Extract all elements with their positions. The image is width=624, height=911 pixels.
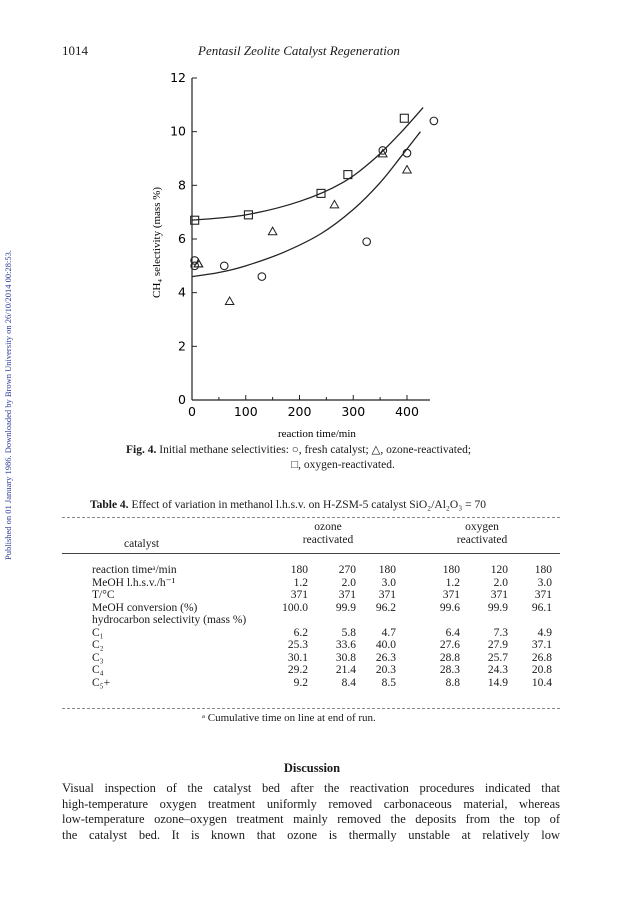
table-cell: 2.0 bbox=[493, 576, 508, 589]
table-cell: 371 bbox=[490, 589, 508, 601]
table-cell: 7.3 bbox=[493, 626, 508, 639]
running-title: Pentasil Zeolite Catalyst Regeneration bbox=[198, 43, 400, 58]
table-cell: 2.0 bbox=[341, 576, 356, 589]
table-row bbox=[62, 677, 560, 690]
x-tick-label: 0 bbox=[188, 404, 196, 419]
row-label: T/°C bbox=[92, 589, 115, 601]
triangle-marker bbox=[403, 165, 412, 173]
table-row bbox=[62, 564, 560, 577]
page-number: 1014 bbox=[62, 43, 88, 58]
row-label: C₁ bbox=[92, 626, 104, 639]
row-label: hydrocarbon selectivity (mass %) bbox=[92, 614, 247, 626]
table-cell: 25.7 bbox=[487, 651, 508, 664]
row-label: C₄ bbox=[92, 664, 104, 676]
table-cell: 14.9 bbox=[487, 676, 508, 689]
y-tick-label: 6 bbox=[178, 231, 186, 246]
data-table bbox=[62, 520, 560, 689]
table-cell: 3.0 bbox=[537, 576, 552, 589]
table-cell: 96.2 bbox=[375, 601, 396, 614]
table-cell: 180 bbox=[378, 564, 396, 576]
table-row bbox=[62, 614, 560, 627]
table-cell: 180 bbox=[290, 564, 308, 576]
table-row bbox=[62, 589, 560, 602]
table-cell: 27.6 bbox=[439, 639, 460, 651]
row-label: C₅+ bbox=[92, 676, 111, 689]
table-cell bbox=[404, 614, 460, 627]
table-cell: 27.9 bbox=[487, 639, 508, 651]
row-label: MeOH conversion (%) bbox=[92, 601, 198, 614]
table-cell: 28.3 bbox=[439, 664, 460, 676]
chart-markers bbox=[191, 114, 438, 304]
group-oxygen-header: oxygen bbox=[465, 520, 499, 533]
table-cell: 99.9 bbox=[335, 601, 356, 614]
table-row bbox=[62, 627, 560, 640]
table-cell bbox=[356, 614, 404, 627]
table-cell: 96.1 bbox=[531, 601, 552, 614]
table-cell: 99.6 bbox=[439, 601, 460, 614]
group-oxygen-header-line2: reactivated bbox=[456, 534, 508, 546]
group-ozone-header-line2: reactivated bbox=[302, 534, 354, 546]
table-cell: 9.2 bbox=[293, 676, 308, 689]
triangle-marker bbox=[268, 227, 277, 235]
x-axis-label: reaction time/min bbox=[278, 428, 356, 440]
row-label: MeOH l.h.s.v./h⁻¹ bbox=[92, 576, 176, 589]
table-bottom-rule bbox=[62, 708, 560, 709]
table-cell: 270 bbox=[338, 564, 356, 576]
table-cell: 24.3 bbox=[487, 664, 508, 676]
table-cell: 371 bbox=[338, 589, 356, 601]
body-line: high-temperature oxygen treatment uniformly removed carbonaceous material, whereas bbox=[62, 796, 560, 811]
figure-caption-line1: Initial methane selectivities: ○, fresh catalyst; △, ozone-reactivated; bbox=[159, 444, 472, 456]
table-cell bbox=[308, 614, 356, 627]
table-cell: 99.9 bbox=[487, 601, 508, 614]
circle-marker bbox=[220, 262, 228, 270]
body-line: Visual inspection of the catalyst bed after the reactivation procedures indicated that bbox=[62, 781, 560, 795]
chart-ticks bbox=[170, 70, 419, 419]
table-footnote: ᵃ Cumulative time on line at end of run. bbox=[202, 712, 376, 724]
y-tick-label: 8 bbox=[178, 177, 186, 193]
table-cell bbox=[460, 614, 508, 627]
table-row bbox=[62, 602, 560, 615]
table-cell: 20.3 bbox=[375, 664, 396, 676]
x-tick-label: 200 bbox=[287, 404, 312, 419]
table-label: Table 4. bbox=[90, 499, 129, 511]
y-tick-label: 0 bbox=[178, 392, 186, 407]
table-title bbox=[90, 499, 486, 511]
body-line: low-temperature ozone–oxygen treatment mainly removed the deposits from the top of bbox=[62, 812, 560, 827]
table-cell: 25.3 bbox=[287, 639, 308, 651]
circle-marker bbox=[430, 117, 438, 125]
table-cell: 20.8 bbox=[531, 664, 552, 676]
table-row bbox=[62, 664, 560, 677]
group-ozone-header: ozone bbox=[314, 520, 342, 533]
table-cell: 8.4 bbox=[341, 676, 356, 689]
square-marker bbox=[400, 114, 408, 122]
table-cell: 29.2 bbox=[287, 664, 308, 676]
y-tick-label: 4 bbox=[178, 284, 186, 300]
table-cell: 8.8 bbox=[445, 676, 460, 689]
row-label: reaction timeᵃ/min bbox=[92, 564, 177, 576]
circle-marker bbox=[258, 273, 266, 281]
table-cell: 180 bbox=[534, 564, 552, 576]
table-cell: 30.8 bbox=[335, 651, 356, 664]
discussion-body bbox=[62, 781, 560, 843]
table-row bbox=[62, 652, 560, 665]
y-tick-label: 2 bbox=[178, 338, 186, 354]
x-tick-label: 100 bbox=[233, 404, 258, 419]
x-tick-label: 400 bbox=[395, 404, 419, 419]
curve-lower bbox=[192, 132, 420, 277]
table-cell: 6.2 bbox=[293, 626, 308, 639]
table-cell bbox=[252, 614, 308, 627]
y-tick-label: 12 bbox=[170, 70, 186, 85]
section-heading: Discussion bbox=[283, 761, 341, 775]
table-cell: 1.2 bbox=[293, 576, 308, 589]
table-cell: 30.1 bbox=[287, 651, 308, 664]
figure-caption-line2: □, oxygen-reactivated. bbox=[291, 459, 395, 471]
table-row bbox=[62, 639, 560, 652]
table-cell: 33.6 bbox=[335, 639, 356, 651]
table-cell: 40.0 bbox=[375, 639, 396, 651]
table-cell: 10.4 bbox=[531, 676, 552, 689]
table-cell: 371 bbox=[378, 589, 396, 601]
table-cell: 26.3 bbox=[375, 651, 396, 664]
body-line: the catalyst bed. It is known that ozone is thermally unstable at relatively low bbox=[62, 827, 560, 842]
download-watermark: Published on 01 January 1986. Downloaded by Brown University on 26/10/2014 00:28:53. bbox=[3, 250, 13, 560]
table-cell bbox=[508, 614, 560, 627]
table-cell: 6.4 bbox=[445, 626, 460, 639]
table-cell: 371 bbox=[442, 589, 460, 601]
table-cell: 371 bbox=[290, 589, 308, 601]
table-title-text: Effect of variation in methanol l.h.s.v. on H-ZSM-5 catalyst SiO₂/Al₂O₃ = 70 bbox=[131, 499, 486, 511]
row-label: C₂ bbox=[92, 639, 104, 651]
y-axis-label: CH₄ selectivity (mass %) bbox=[151, 186, 163, 298]
triangle-marker bbox=[330, 200, 339, 208]
table-cell: 4.7 bbox=[381, 626, 396, 639]
table-cell: 371 bbox=[534, 589, 552, 601]
catalyst-column-header: catalyst bbox=[124, 537, 160, 550]
figure-caption bbox=[126, 443, 526, 473]
table-cell: 4.9 bbox=[537, 626, 552, 639]
x-tick-label: 300 bbox=[341, 404, 366, 419]
table-cell: 3.0 bbox=[381, 576, 396, 589]
table-row bbox=[62, 577, 560, 590]
curve-upper bbox=[192, 108, 423, 221]
figure-4-chart bbox=[0, 0, 624, 440]
table-top-rule bbox=[62, 517, 560, 518]
circle-marker bbox=[363, 238, 371, 246]
y-tick-label: 10 bbox=[170, 123, 186, 139]
chart-fitted-curves bbox=[192, 108, 423, 277]
figure-label: Fig. 4. bbox=[126, 444, 157, 456]
triangle-marker bbox=[225, 297, 234, 305]
table-cell: 21.4 bbox=[335, 664, 356, 676]
table-cell: 8.5 bbox=[381, 676, 396, 689]
table-cell: 120 bbox=[490, 564, 508, 576]
table-cell: 1.2 bbox=[445, 576, 460, 589]
table-cell: 100.0 bbox=[282, 601, 308, 614]
table-cell: 5.8 bbox=[341, 626, 356, 639]
table-cell: 28.8 bbox=[439, 651, 460, 664]
table-cell: 180 bbox=[442, 564, 460, 576]
table-cell: 26.8 bbox=[531, 651, 552, 664]
row-label: C₃ bbox=[92, 651, 104, 664]
table-cell: 37.1 bbox=[531, 639, 552, 651]
